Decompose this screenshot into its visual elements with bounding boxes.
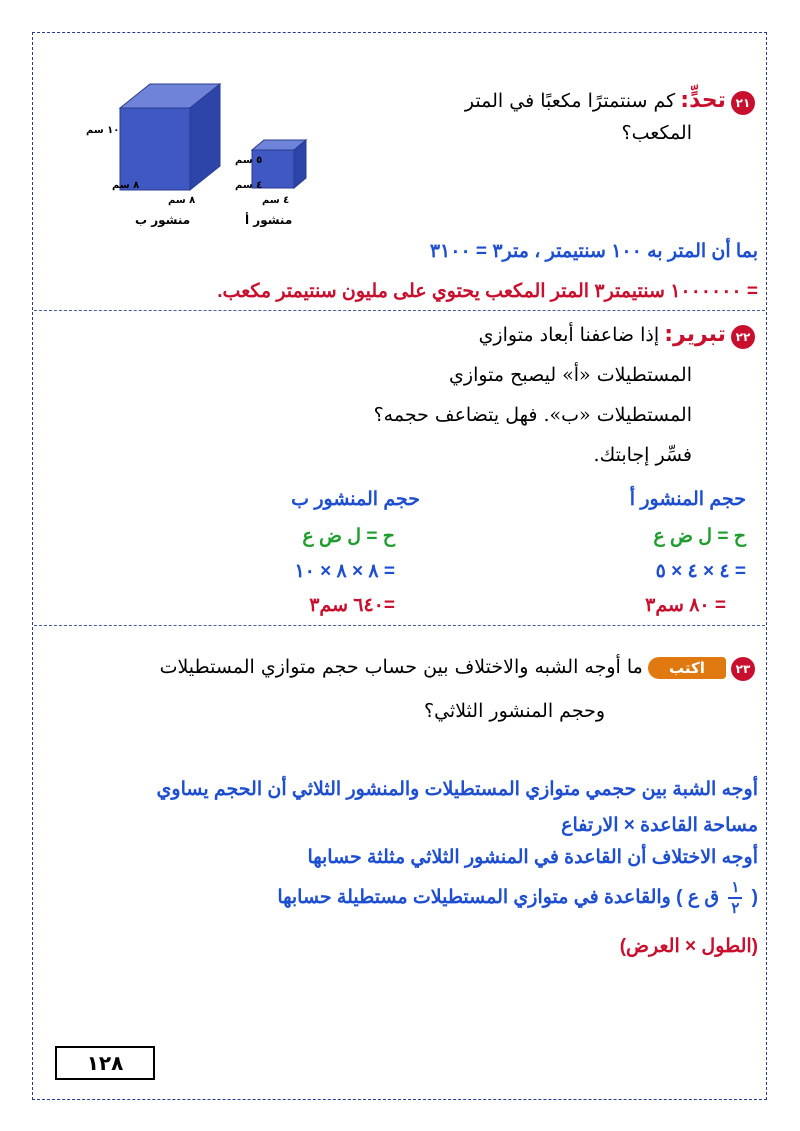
q22-text-line1: إذا ضاعفنا أبعاد متوازي	[478, 324, 660, 346]
half-denominator: ٢	[731, 900, 740, 917]
q22-col-b-result: =٦٤٠ سم٣	[309, 595, 395, 616]
q22-number-badge: ٢٢	[731, 325, 755, 349]
q23-answer-line4-text: ق ع ) والقاعدة في متوازي المستطيلات مستطيلة حسابها	[277, 887, 720, 909]
q23-text-line1: ما أوجه الشبه والاختلاف بين حساب حجم متوازي المستطيلات	[159, 656, 643, 678]
half-numerator: ١	[731, 879, 740, 896]
q21-answer-line2: = ١٠٠٠٠٠٠ سنتيمتر٣ المتر المكعب يحتوي على مليون سنتيمتر مكعب.	[217, 281, 758, 302]
q22-text-line3: المستطيلات «ب». فهل يتضاعف حجمه؟	[373, 404, 692, 426]
q22-col-b-calc: = ٨ × ٨ × ١٠	[294, 561, 395, 582]
q22-text-line4: فسِّر إجابتك.	[593, 444, 692, 466]
half-fraction	[728, 880, 742, 916]
q22-col-a-formula: ح = ل ض ع	[653, 526, 746, 547]
q23-number-badge: ٢٣	[731, 657, 755, 681]
q23-write-badge: اكتب	[648, 657, 726, 679]
q23-header	[160, 656, 755, 681]
q22-col-a-calc: = ٤ × ٤ × ٥	[655, 561, 746, 582]
q23-answer-line2: مساحة القاعدة × الارتفاع	[561, 815, 758, 836]
prism-b-caption: منشور ب	[135, 213, 191, 227]
q23-text-line2: وحجم المنشور الثلاثي؟	[424, 700, 605, 722]
prism-a-depth-label: ٤ سم	[235, 180, 263, 191]
fraction-bar	[728, 897, 742, 899]
prism-b-width-label: ٨ سم	[168, 195, 196, 206]
prism-a-caption: منشور أ	[245, 213, 293, 227]
q22-col-b-formula: ح = ل ض ع	[302, 526, 395, 547]
separator-1	[34, 310, 765, 311]
q21-answer-line1: بما أن المتر به ١٠٠ سنتيمتر ، متر٣ = ٣١٠٠	[429, 241, 758, 262]
separator-2	[34, 625, 765, 626]
q22-title: تبرير:	[664, 322, 726, 347]
q23-answer-line5: (الطول × العرض)	[619, 936, 758, 957]
prism-b-shape	[120, 84, 220, 190]
q21-number-badge: ٢١	[731, 91, 755, 115]
q21-title: تحدٍّ:	[680, 88, 726, 113]
page-number: ١٢٨	[55, 1046, 155, 1080]
q21-text-line2: المكعب؟	[621, 122, 692, 144]
prism-b-depth-label: ٨ سم	[112, 180, 140, 191]
prism-a-height-label: ٥ سم	[235, 155, 263, 166]
q21-text-line1: كم سنتمترًا مكعبًا في المتر	[464, 90, 676, 112]
q22-col-a-heading: حجم المنشور أ	[629, 489, 746, 510]
prism-a-width-label: ٤ سم	[262, 195, 290, 206]
q23-answer-line3: أوجه الاختلاف أن القاعدة في المنشور الثلاثي مثلثة حسابها	[307, 847, 758, 868]
q22-header	[479, 322, 755, 349]
q23-open-paren: (	[751, 887, 758, 909]
q23-answer-line1: أوجه الشبة بين حجمي متوازي المستطيلات والمنشور الثلاثي أن الحجم يساوي	[156, 779, 758, 800]
q22-text-line2: المستطيلات «أ» ليصبح متوازي	[449, 364, 692, 386]
q22-col-b-heading: حجم المنشور ب	[291, 489, 420, 510]
q23-answer-line4	[277, 880, 758, 916]
prism-b-height-label: ١٠ سم	[86, 125, 120, 136]
prisms-figure	[80, 78, 340, 238]
q22-col-a-result: = ٨٠ سم٣	[645, 595, 726, 616]
q21-header	[465, 88, 755, 115]
